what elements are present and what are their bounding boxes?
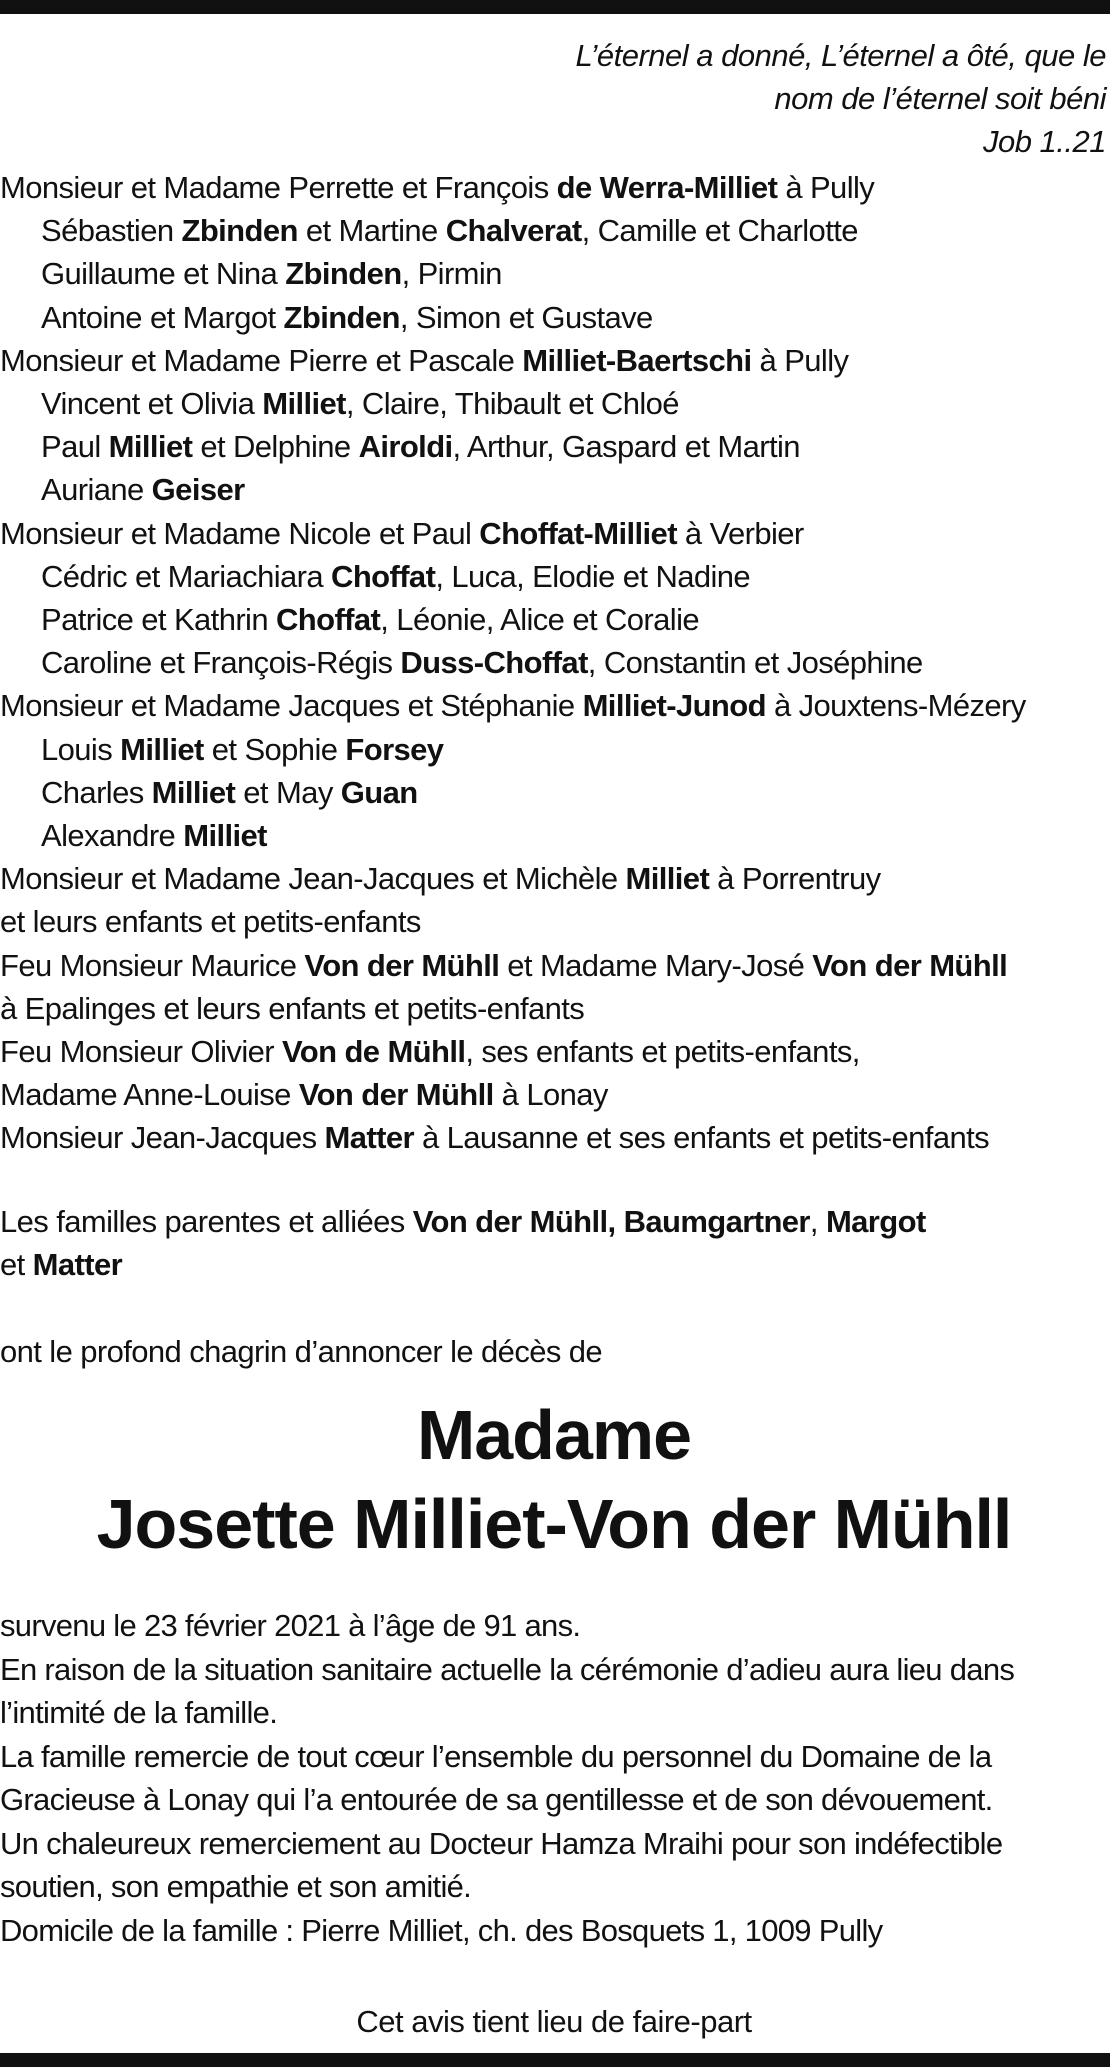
family-line: [0, 728, 1108, 771]
surname: Milliet: [120, 731, 204, 767]
name-text: Alexandre: [41, 818, 184, 854]
name-text: ,: [809, 1204, 826, 1239]
surname: Von der Mühll: [304, 947, 500, 983]
bible-quote: [506, 34, 1106, 163]
name-text: à Lausanne et ses enfants et petits-enfants: [413, 1120, 990, 1156]
surname: Choffat-Milliet: [479, 515, 677, 551]
name-text: Paul: [41, 429, 109, 465]
family-line: [0, 857, 1108, 900]
bottom-border: [0, 2053, 1110, 2067]
name-text: , Pirmin: [401, 256, 502, 292]
family-line: [0, 641, 1108, 684]
family-line: [0, 252, 1108, 295]
name-text: Madame Anne-Louise: [0, 1077, 299, 1113]
quote-line: nom de l’éternel soit béni: [774, 81, 1106, 116]
name-text: Monsieur Jean-Jacques: [0, 1120, 325, 1156]
name-text: Patrice et Kathrin: [41, 602, 276, 638]
name-text: à Pully: [777, 170, 875, 205]
family-line: [0, 944, 1108, 987]
name-text: , Arthur, Gaspard et Martin: [452, 429, 800, 465]
surname: Milliet: [625, 861, 710, 897]
surname: Choffat: [331, 558, 436, 594]
surname: Forsey: [345, 731, 444, 767]
name-text: Louis: [41, 731, 121, 767]
name-text: et: [0, 1247, 33, 1283]
name-text: et Delphine: [192, 429, 359, 465]
name-text: , Simon et Gustave: [399, 299, 653, 335]
name-text: Guillaume et Nina: [41, 256, 286, 292]
name-text: et leurs enfants et petits-enfants: [0, 904, 421, 940]
family-line: [0, 555, 1108, 598]
allied-families: [0, 1200, 1108, 1286]
surname: Milliet-Junod: [582, 688, 766, 724]
family-line: [0, 1073, 1108, 1116]
name-text: à Lonay: [493, 1077, 608, 1113]
name-text: , ses enfants et petits-enfants,: [465, 1034, 860, 1070]
family-line: [0, 1030, 1108, 1073]
family-line: [0, 468, 1108, 511]
name-text: Monsieur et Madame Nicole et Paul: [0, 515, 480, 551]
name-text: Monsieur et Madame Pierre et Pascale: [0, 342, 523, 378]
name-text: à Porrentruy: [709, 861, 881, 897]
body-paragraph: En raison de la situation sanitaire actuelle la cérémonie d’adieu aura lieu dans l’intimité de la famille.: [0, 1651, 1015, 1730]
top-border: [0, 0, 1110, 14]
body-paragraph: Domicile de la famille : Pierre Milliet, ch. des Bosquets 1, 1009 Pully: [0, 1912, 883, 1948]
surname: Von de Mühll: [282, 1034, 466, 1070]
family-line: [0, 382, 1108, 425]
body-paragraph: La famille remercie de tout cœur l’ensemble du personnel du Domaine de la Gracieuse à Lonay qui l’a entourée de sa gentillesse et de son dévouement.: [0, 1738, 993, 1817]
surname: Airoldi: [358, 429, 453, 465]
surname: Zbinden: [285, 256, 402, 292]
surname: Geiser: [151, 472, 245, 508]
quote-reference: Job 1..21: [982, 124, 1106, 159]
name-text: , Claire, Thibault et Chloé: [345, 386, 679, 422]
family-line: [0, 209, 1108, 252]
name-text: et Martine: [297, 213, 446, 249]
surname: Milliet-Baertschi: [522, 342, 752, 378]
name-text: Monsieur et Madame Jacques et Stéphanie: [0, 688, 583, 724]
surname: Matter: [32, 1247, 123, 1283]
name-text: Les familles parentes et alliées: [0, 1204, 413, 1239]
surname: de Werra-Milliet: [556, 170, 778, 205]
surname: Chalverat: [445, 213, 582, 249]
name-text: Feu Monsieur Maurice: [0, 947, 305, 983]
name-text: Antoine et Margot: [41, 299, 284, 335]
family-line: [0, 598, 1108, 641]
notice-body: [0, 1604, 1108, 1952]
family-list: [0, 166, 1108, 1160]
allies-line: [0, 1243, 1108, 1286]
name-text: , Constantin et Joséphine: [587, 645, 923, 681]
surname: Milliet: [262, 386, 346, 422]
family-line: [0, 684, 1108, 727]
name-text: , Camille et Charlotte: [581, 213, 858, 249]
name-text: Monsieur et Madame Jean-Jacques et Michèle: [0, 861, 626, 897]
deceased-name: Josette Milliet-Von der Mühll: [96, 1485, 1012, 1563]
name-text: à Jouxtens-Mézery: [765, 688, 1026, 724]
surname: Von der Mühll, Baumgartner: [412, 1204, 810, 1239]
family-line: [0, 771, 1108, 814]
body-paragraph: Un chaleureux remerciement au Docteur Hamza Mraihi pour son indéfectible soutien, son empathie et son amitié.: [0, 1825, 1003, 1904]
name-text: Sébastien: [41, 213, 182, 249]
quote-line: L’éternel a donné, L’éternel a ôté, que le: [575, 38, 1106, 73]
name-text: Feu Monsieur Olivier: [0, 1034, 282, 1070]
surname: Guan: [340, 774, 418, 810]
deceased-honorific: Madame: [416, 1396, 692, 1474]
surname: Milliet: [151, 774, 236, 810]
family-line: [0, 512, 1108, 555]
body-paragraph: survenu le 23 février 2021 à l’âge de 91 ans.: [0, 1608, 581, 1643]
deceased-title: [0, 1391, 1108, 1569]
surname: Choffat: [276, 602, 381, 638]
name-text: , Luca, Elodie et Nadine: [435, 558, 751, 594]
name-text: à Verbier: [676, 515, 804, 551]
name-text: à Pully: [751, 342, 849, 378]
name-text: et Madame Mary-José: [499, 947, 813, 983]
family-line: [0, 425, 1108, 468]
surname: Von der Mühll: [298, 1077, 494, 1113]
name-text: Vincent et Olivia: [41, 386, 263, 422]
family-line: [0, 1116, 1108, 1159]
surname: Zbinden: [283, 299, 400, 335]
surname: Duss-Choffat: [400, 645, 588, 681]
family-line: [0, 814, 1108, 857]
name-text: Caroline et François-Régis: [41, 645, 401, 681]
announcement-line: ont le profond chagrin d’annoncer le décès de: [0, 1334, 603, 1369]
allies-line: [0, 1200, 1108, 1243]
surname: Von der Mühll: [812, 947, 1008, 983]
name-text: à Epalinges et leurs enfants et petits-enfants: [0, 990, 585, 1026]
name-text: et Sophie: [203, 731, 346, 767]
name-text: et May: [235, 774, 341, 810]
surname: Milliet: [108, 429, 193, 465]
family-line: [0, 339, 1108, 382]
family-line: [0, 900, 1108, 943]
family-line: [0, 987, 1108, 1030]
name-text: Cédric et Mariachiara: [41, 558, 332, 594]
name-text: Monsieur et Madame Perrette et François: [0, 170, 557, 205]
name-text: Auriane: [41, 472, 152, 508]
family-line: [0, 166, 1108, 209]
surname: Margot: [825, 1204, 926, 1239]
surname: Zbinden: [181, 213, 298, 249]
footer-note: Cet avis tient lieu de faire-part: [356, 2004, 752, 2039]
name-text: , Léonie, Alice et Coralie: [380, 602, 699, 638]
family-line: [0, 296, 1108, 339]
surname: Matter: [324, 1120, 414, 1156]
surname: Milliet: [183, 818, 267, 854]
name-text: Charles: [41, 774, 152, 810]
